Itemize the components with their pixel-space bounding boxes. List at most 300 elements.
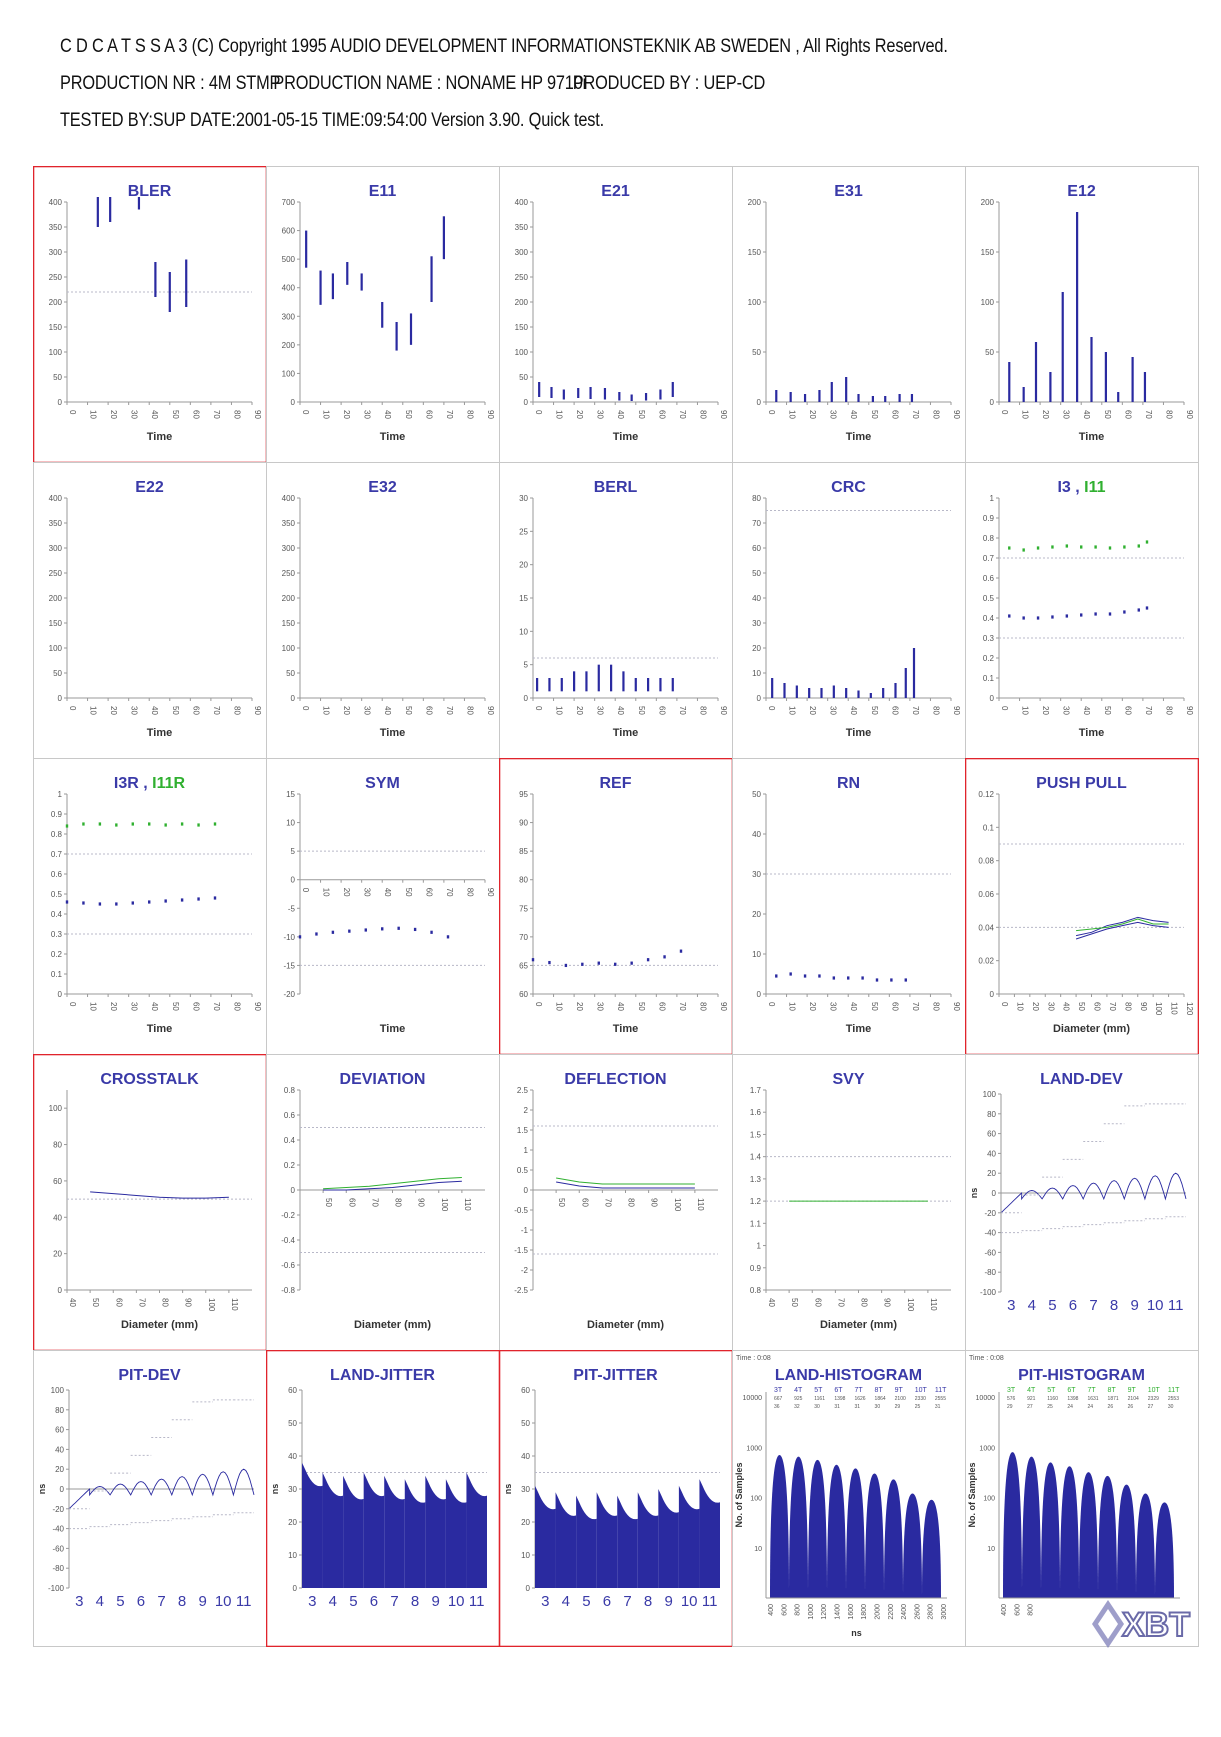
chart-svy [732, 1054, 966, 1351]
y-tick-label: 0 [290, 1186, 295, 1195]
y-tick-label: 0.8 [50, 830, 62, 839]
legend-label: 5T [814, 1387, 823, 1394]
x-tick-label: 50 [170, 410, 180, 419]
x-tick-label: 60 [191, 706, 201, 715]
y-tick-label: 5 [290, 847, 295, 857]
y-tick-label: 80 [55, 1405, 64, 1415]
data-point [1022, 548, 1024, 551]
data-point [1008, 614, 1010, 617]
y-tick-label: 200 [48, 298, 62, 307]
y-tick-label: 0 [756, 694, 761, 703]
legend-label: 8T [874, 1387, 883, 1394]
chart-e11 [266, 166, 500, 463]
series-line [1076, 917, 1169, 935]
legend-value: 24 [1087, 1404, 1094, 1410]
x-tick-label: 90 [719, 410, 728, 419]
category-label: 8 [1109, 1297, 1119, 1314]
x-tick-label: 80 [698, 706, 708, 715]
x-tick-label: 80 [859, 1298, 869, 1307]
chart-title [1057, 479, 1105, 496]
x-tick-label: 80 [232, 706, 242, 715]
histogram-peak [1003, 1452, 1022, 1598]
x-tick-label: 90 [253, 410, 262, 419]
production-line [60, 65, 948, 102]
x-tick-label: 50 [636, 1002, 646, 1011]
y-tick-label: 100 [48, 644, 62, 653]
legend-label: 5T [1047, 1387, 1056, 1394]
data-point [680, 950, 682, 953]
legend-label: 11T [1167, 1387, 1180, 1394]
x-tick-label: 20 [109, 1002, 119, 1011]
x-tick-label: 80 [393, 1198, 403, 1207]
y-tick-label: 60 [521, 1386, 530, 1395]
data-point [876, 978, 878, 981]
x-tick-label: 0 [301, 706, 310, 711]
series-line [90, 1192, 229, 1198]
x-tick-label: 80 [465, 887, 475, 897]
data-point [214, 822, 216, 825]
logo-text: XBT [1122, 1606, 1190, 1644]
x-tick-label: 30 [828, 706, 838, 715]
jitter-area [446, 1479, 467, 1588]
y-tick-label: 50 [519, 373, 528, 382]
x-tick-label: 20 [575, 410, 585, 419]
chart-i3ri11r [33, 758, 267, 1055]
x-tick-label: 60 [1123, 706, 1133, 715]
y-tick-label: 150 [48, 323, 62, 332]
x-tick-label: 120 [1185, 1002, 1194, 1016]
data-point [414, 928, 416, 931]
legend-label: 3T [1007, 1387, 1016, 1394]
y-tick-label: 250 [48, 569, 62, 578]
legend-value: 1631 [1087, 1396, 1099, 1402]
chart-title-part: I11 [1084, 479, 1106, 496]
y-tick-label: 20 [521, 1518, 530, 1527]
y-axis-label: ns [503, 1483, 513, 1495]
y-tick-label: -10 [283, 932, 295, 942]
histogram-peak [808, 1460, 827, 1598]
x-tick-label: 10 [321, 887, 331, 897]
y-tick-label: 0 [57, 694, 62, 703]
legend-label: 4T [1027, 1387, 1036, 1394]
chart-border [500, 1351, 733, 1647]
x-axis-label: Time [612, 1023, 639, 1035]
x-tick-label: 60 [424, 706, 434, 715]
jitter-area [302, 1463, 323, 1588]
data-point [614, 963, 616, 966]
legend-value: 25 [914, 1404, 921, 1410]
x-tick-label: 0 [1000, 1002, 1009, 1007]
chart-svg-pitdev [33, 1350, 267, 1647]
x-tick-label: 0 [767, 1002, 776, 1007]
x-tick-label: 60 [657, 706, 667, 715]
chart-border [34, 167, 267, 463]
legend-value: 2329 [1147, 1396, 1159, 1402]
data-point [132, 901, 134, 904]
y-tick-label: 0.2 [283, 1161, 295, 1170]
x-tick-label: 30 [828, 1002, 838, 1011]
x-tick-label: 70 [910, 1002, 920, 1011]
y-tick-label: 0.5 [50, 890, 62, 899]
x-tick-label: 40 [383, 887, 393, 897]
x-tick-label: 2000 [874, 1604, 882, 1620]
legend-value: 667 [774, 1396, 783, 1402]
y-tick-label: 0 [991, 1189, 996, 1198]
x-tick-label: 70 [677, 410, 687, 419]
jitter-area [466, 1473, 487, 1589]
chart-svg-landhist [732, 1350, 966, 1647]
y-tick-label: -20 [52, 1504, 64, 1514]
chart-svg-bler [33, 166, 267, 463]
x-tick-label: 20 [109, 706, 119, 715]
y-tick-label: 80 [987, 1109, 996, 1119]
y-tick-label: 0.8 [283, 1086, 295, 1095]
chart-title: PIT-HISTOGRAM [1018, 1367, 1145, 1384]
x-tick-label: 110 [928, 1298, 938, 1311]
x-tick-label: 1800 [861, 1604, 869, 1620]
x-tick-label: 20 [808, 1002, 818, 1011]
y-tick-label: 50 [286, 669, 295, 678]
produced-by: PRODUCED BY : UEP-CD [572, 73, 766, 94]
data-point [1066, 614, 1068, 617]
x-tick-label: 600 [1014, 1604, 1022, 1616]
y-tick-label: 1.6 [749, 1108, 761, 1118]
chart-title: E32 [368, 479, 397, 496]
chart-title: RN [836, 775, 861, 792]
category-label: 10 [1146, 1297, 1164, 1314]
x-tick-label: 40 [150, 1002, 160, 1011]
chart-e22 [33, 462, 267, 759]
x-tick-label: 20 [342, 706, 352, 715]
y-tick-label: 400 [48, 494, 62, 503]
y-tick-label: 0.6 [283, 1111, 295, 1120]
chart-title: E31 [834, 183, 863, 200]
y-tick-label: -0.6 [281, 1261, 295, 1270]
y-tick-label: 0.06 [978, 890, 994, 899]
x-tick-label: 90 [719, 706, 728, 715]
jitter-area [343, 1476, 364, 1588]
y-tick-label: -100 [979, 1288, 996, 1297]
legend-value: 2555 [934, 1396, 947, 1402]
data-point [315, 932, 317, 935]
x-tick-label: 400 [768, 1604, 775, 1616]
data-point [833, 976, 835, 979]
data-point [99, 822, 101, 825]
copyright-line: C D C A T S S A 3 (C) Copyright 1995 AUDIO DEVELOPMENT INFORMATIONSTEKNIK AB SWEDEN , All Rights Reserved. [60, 36, 948, 57]
x-axis-label: Time [146, 1023, 173, 1035]
chart-sym [266, 758, 500, 1055]
x-tick-label: 70 [444, 410, 454, 419]
y-tick-label: 30 [288, 1485, 297, 1494]
legend-value: 2553 [1167, 1396, 1180, 1402]
x-tick-label: 80 [232, 410, 242, 419]
jitter-area [617, 1496, 638, 1588]
x-tick-label: 90 [952, 410, 961, 419]
y-tick-label: 20 [752, 910, 761, 919]
y-tick-label: 100 [281, 369, 295, 379]
data-point [532, 958, 534, 961]
x-axis-label: Time [379, 1023, 406, 1035]
legend-label: 10T [914, 1387, 927, 1394]
legend-value: 1871 [1107, 1396, 1119, 1402]
data-point [82, 822, 84, 825]
y-tick-label: 500 [281, 255, 295, 265]
category-label: 5 [116, 1593, 125, 1610]
x-axis-label: Time [845, 1023, 872, 1035]
x-tick-label: 0 [767, 410, 776, 415]
x-tick-label: 40 [616, 706, 626, 715]
data-point [332, 931, 334, 934]
y-tick-label: 80 [752, 494, 761, 503]
category-label: 11 [1167, 1297, 1184, 1314]
legend-value: 1626 [854, 1396, 866, 1402]
y-tick-label: 0.4 [283, 1136, 295, 1145]
y-tick-label: 10 [752, 950, 761, 959]
data-point [164, 823, 166, 826]
data-point [1138, 544, 1140, 547]
y-tick-label: 400 [514, 198, 528, 207]
x-tick-label: 50 [403, 410, 413, 419]
chart-title: E21 [601, 183, 630, 200]
y-axis-label: No. of Samples [734, 1462, 744, 1528]
x-tick-label: 400 [1001, 1604, 1008, 1616]
y-tick-label: 0 [57, 1286, 62, 1295]
x-tick-label: 70 [137, 1298, 147, 1307]
chart-svg-i3i11 [965, 462, 1199, 759]
x-tick-label: 70 [1143, 410, 1153, 419]
chart-border [733, 759, 966, 1055]
y-axis-label: ns [37, 1483, 47, 1495]
data-point [598, 962, 600, 965]
jitter-area [658, 1489, 679, 1588]
legend-label: 10T [1147, 1387, 1160, 1394]
x-tick-label: 30 [129, 1002, 139, 1011]
data-point [1037, 546, 1039, 549]
series-line [556, 1182, 695, 1188]
x-axis-label: Time [845, 727, 872, 739]
x-tick-label: 30 [1046, 1002, 1056, 1011]
data-point [804, 974, 806, 977]
chart-svg-landjitter [266, 1350, 500, 1647]
production-nr: PRODUCTION NR : 4M STMP [60, 73, 281, 94]
y-tick-label: 700 [281, 198, 295, 207]
y-tick-label: 0.7 [982, 554, 994, 563]
y-tick-label: 1.2 [749, 1197, 761, 1207]
x-tick-label: 20 [1030, 1002, 1040, 1011]
y-tick-label: 100 [747, 298, 761, 307]
data-point [581, 963, 583, 966]
x-tick-label: 0 [301, 410, 310, 415]
y-tick-label: 100 [48, 348, 62, 357]
chart-border [34, 759, 267, 1055]
chart-pitdev [33, 1350, 267, 1647]
histogram-peak [846, 1468, 865, 1598]
data-point [663, 955, 665, 958]
y-tick-label: 10 [286, 818, 295, 828]
y-tick-label: 85 [519, 847, 528, 857]
y-tick-label: 0 [57, 398, 62, 407]
data-point [99, 902, 101, 905]
x-tick-label: 50 [1077, 1002, 1087, 1011]
x-tick-label: 100 [439, 1198, 449, 1212]
production-name: PRODUCTION NAME : NONAME HP 9710i [273, 73, 587, 94]
x-tick-label: 40 [1061, 1002, 1071, 1011]
y-tick-label: 50 [752, 569, 761, 578]
x-tick-label: 20 [575, 1002, 585, 1011]
x-tick-label: 70 [444, 706, 454, 715]
x-axis-label: Time [612, 727, 639, 739]
jitter-area [699, 1479, 720, 1588]
data-point [1008, 546, 1010, 549]
x-axis-label: Time [146, 727, 173, 739]
y-tick-label: 50 [752, 790, 761, 799]
data-point [1080, 613, 1082, 616]
histogram-peak [865, 1474, 884, 1598]
y-tick-label: 100 [514, 348, 528, 357]
x-tick-label: 110 [462, 1198, 472, 1211]
legend-value: 30 [814, 1404, 820, 1410]
jitter-area [323, 1473, 344, 1589]
y-tick-label: 40 [288, 1452, 297, 1461]
y-tick-label: 0 [57, 990, 62, 999]
x-tick-label: 10 [1015, 1002, 1025, 1011]
chart-title-part: I3R , [113, 775, 153, 792]
chart-pitjitter [499, 1350, 733, 1647]
y-tick-label: 150 [48, 619, 62, 628]
y-tick-label: 1 [523, 1146, 528, 1155]
y-tick-label: -20 [283, 990, 295, 999]
data-point [197, 897, 199, 900]
y-tick-label: 15 [286, 790, 295, 799]
category-label: 8 [177, 1593, 187, 1610]
x-tick-label: 50 [557, 1198, 567, 1207]
data-point [66, 900, 68, 903]
y-tick-label: 0 [523, 1186, 528, 1195]
x-tick-label: 20 [1041, 410, 1051, 419]
data-point [1109, 546, 1111, 549]
x-tick-label: 30 [828, 410, 838, 419]
category-label: 5 [582, 1593, 591, 1610]
chart-title: PIT-JITTER [573, 1367, 658, 1384]
data-point [181, 822, 183, 825]
y-tick-label: 600 [281, 226, 295, 236]
y-tick-label: 60 [55, 1425, 64, 1435]
histogram-peak [903, 1494, 922, 1598]
x-tick-label: 50 [1102, 706, 1112, 715]
category-label: 9 [1130, 1297, 1139, 1314]
legend-label: 4T [794, 1387, 803, 1394]
x-tick-label: 110 [1169, 1002, 1179, 1015]
x-tick-label: 20 [808, 706, 818, 715]
category-label: 5 [1048, 1297, 1057, 1314]
legend-value: 24 [1067, 1404, 1073, 1410]
y-tick-label: 75 [519, 904, 528, 914]
y-tick-label: -80 [984, 1268, 996, 1278]
y-tick-label: 1.5 [749, 1130, 761, 1140]
x-tick-label: 40 [849, 410, 859, 419]
x-tick-label: 40 [616, 1002, 626, 1011]
chart-title: DEFLECTION [564, 1071, 667, 1088]
y-tick-label: 40 [752, 830, 761, 839]
data-point [647, 958, 649, 961]
x-tick-label: 1000 [807, 1604, 815, 1620]
x-tick-label: 90 [649, 1198, 659, 1207]
x-tick-label: 30 [362, 706, 372, 715]
y-tick-label: 0 [756, 398, 761, 407]
x-tick-label: 90 [486, 410, 495, 419]
x-tick-label: 60 [1092, 1002, 1102, 1011]
x-tick-label: 80 [698, 1002, 708, 1011]
x-tick-label: 70 [677, 706, 687, 715]
legend-value: 2100 [894, 1396, 906, 1402]
x-tick-label: 10 [88, 410, 98, 419]
x-tick-label: 1600 [847, 1604, 855, 1620]
y-tick-label: 10 [752, 669, 761, 678]
y-tick-label: 1 [989, 494, 994, 503]
y-tick-label: 100 [50, 1386, 64, 1395]
x-tick-label: 90 [486, 887, 495, 897]
chart-border [500, 167, 733, 463]
x-tick-label: 50 [91, 1298, 101, 1307]
y-tick-label: 0 [290, 694, 295, 703]
y-tick-label: 1.4 [749, 1152, 761, 1162]
category-label: 11 [235, 1593, 252, 1610]
y-tick-label: 0.6 [982, 574, 994, 583]
chart-title: LAND-HISTOGRAM [774, 1367, 923, 1384]
x-tick-label: 10 [321, 410, 331, 419]
time-label: Time : 0:08 [969, 1355, 1004, 1362]
y-tick-label: -60 [52, 1544, 64, 1554]
legend-value: 1161 [814, 1396, 825, 1402]
y-tick-label: 20 [288, 1518, 297, 1527]
y-tick-label: 250 [281, 569, 295, 578]
y-tick-label: 350 [514, 223, 528, 232]
chart-deflection [499, 1054, 733, 1351]
y-tick-label: 0 [292, 1584, 297, 1593]
x-tick-label: 40 [767, 1298, 776, 1307]
histogram-peak [1022, 1457, 1041, 1598]
y-tick-label: 0.7 [50, 850, 62, 859]
x-tick-label: 40 [150, 706, 160, 715]
chart-svg-e12 [965, 166, 1199, 463]
data-point [115, 902, 117, 905]
legend-label: 9T [894, 1387, 903, 1394]
data-point [214, 896, 216, 899]
y-tick-label: 50 [985, 348, 994, 357]
chart-title: E22 [135, 479, 164, 496]
y-tick-label: 25 [519, 527, 528, 537]
y-tick-label: 0.04 [978, 923, 994, 933]
y-tick-label: 1000 [979, 1445, 995, 1453]
x-tick-label: 40 [616, 410, 626, 419]
category-label: 9 [198, 1593, 207, 1610]
x-axis-label: Time [379, 431, 406, 443]
y-tick-label: 40 [987, 1149, 996, 1159]
chart-crosstalk [33, 1054, 267, 1351]
x-tick-label: 80 [931, 410, 941, 419]
y-tick-label: 0.3 [50, 930, 62, 939]
x-tick-label: 70 [1143, 706, 1153, 715]
legend-label: 11T [934, 1387, 947, 1394]
x-axis-label: Time [845, 431, 872, 443]
x-tick-label: 60 [347, 1198, 357, 1207]
chart-title-part: I11R [152, 775, 186, 792]
y-tick-label: 0 [756, 990, 761, 999]
x-axis-label: Time [612, 431, 639, 443]
y-tick-label: 5 [523, 660, 528, 670]
x-tick-label: 0 [301, 887, 310, 893]
chart-e31 [732, 166, 966, 463]
